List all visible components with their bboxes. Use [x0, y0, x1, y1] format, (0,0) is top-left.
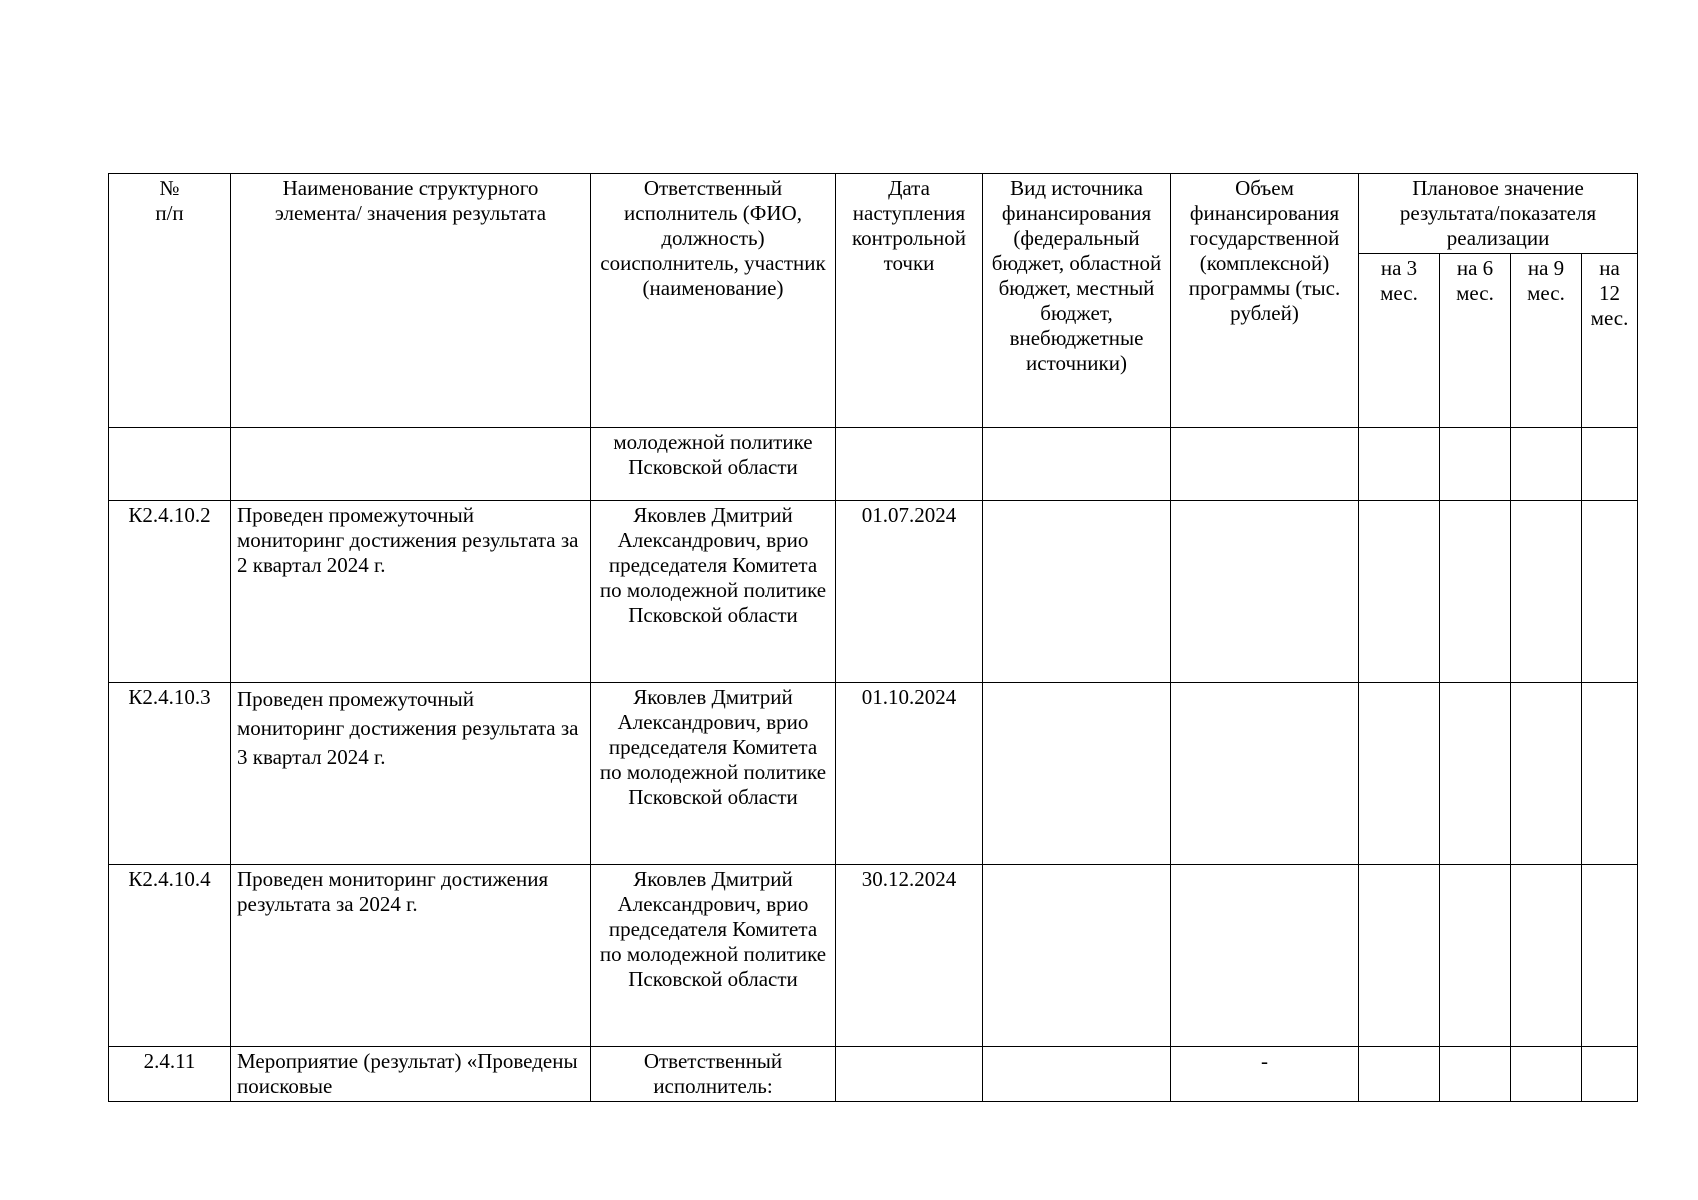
- cell-name: Проведен промежуточный мониторинг достижения результата за 2 квартал 2024 г.: [231, 501, 591, 683]
- cell-responsible: Яковлев Дмитрий Александрович, врио председателя Комитета по молодежной политике Псковской области: [591, 683, 836, 865]
- header-num: № п/п: [109, 174, 231, 428]
- table-row: [109, 1047, 1638, 1102]
- header-month-6: на 6 мес.: [1440, 254, 1511, 428]
- cell-name: Проведен промежуточный мониторинг достижения результата за 3 квартал 2024 г.: [231, 683, 591, 865]
- cell-num: К2.4.10.2: [109, 501, 231, 683]
- cell-responsible: Яковлев Дмитрий Александрович, врио председателя Комитета по молодежной политике Псковской области: [591, 865, 836, 1047]
- cell-volume: [1171, 683, 1359, 865]
- header-volume: Объем финансирования государственной (комплексной) программы (тыс. рублей): [1171, 174, 1359, 428]
- cell-m12: [1582, 865, 1638, 1047]
- cell-m12: [1582, 683, 1638, 865]
- cell-num: 2.4.11: [109, 1047, 231, 1102]
- cell-m12: [1582, 428, 1638, 501]
- header-date: Дата наступления контрольной точки: [836, 174, 983, 428]
- cell-date: [836, 1047, 983, 1102]
- table-row: [109, 683, 1638, 865]
- cell-m3: [1359, 1047, 1440, 1102]
- header-responsible: Ответственный исполнитель (ФИО, должность) соисполнитель, участник (наименование): [591, 174, 836, 428]
- cell-responsible: молодежной политике Псковской области: [591, 428, 836, 501]
- header-source: Вид источника финансирования (федеральный бюджет, областной бюджет, местный бюджет, внебюджетные источники): [983, 174, 1171, 428]
- table-row-continuation: [109, 428, 1638, 501]
- cell-source: [983, 428, 1171, 501]
- cell-m6: [1440, 501, 1511, 683]
- header-month-12: на 12 мес.: [1582, 254, 1638, 428]
- cell-m6: [1440, 683, 1511, 865]
- cell-volume: [1171, 428, 1359, 501]
- cell-date: 01.10.2024: [836, 683, 983, 865]
- table-row: [109, 865, 1638, 1047]
- cell-m3: [1359, 428, 1440, 501]
- cell-m6: [1440, 428, 1511, 501]
- cell-source: [983, 865, 1171, 1047]
- cell-date: 01.07.2024: [836, 501, 983, 683]
- cell-responsible: Ответственный исполнитель:: [591, 1047, 836, 1102]
- cell-volume: [1171, 865, 1359, 1047]
- plan-table: [108, 173, 1638, 1102]
- cell-m6: [1440, 865, 1511, 1047]
- document-page: [108, 173, 1637, 1102]
- cell-m3: [1359, 683, 1440, 865]
- cell-m9: [1511, 865, 1582, 1047]
- cell-name: [231, 428, 591, 501]
- table-row: [109, 501, 1638, 683]
- cell-volume: -: [1171, 1047, 1359, 1102]
- cell-m3: [1359, 501, 1440, 683]
- cell-m9: [1511, 683, 1582, 865]
- cell-m9: [1511, 501, 1582, 683]
- header-plan: Плановое значение результата/показателя реализации: [1359, 174, 1638, 254]
- cell-num: К2.4.10.4: [109, 865, 231, 1047]
- header-name: Наименование структурного элемента/ значения результата: [231, 174, 591, 428]
- cell-date: [836, 428, 983, 501]
- cell-m9: [1511, 428, 1582, 501]
- cell-responsible: Яковлев Дмитрий Александрович, врио председателя Комитета по молодежной политике Псковской области: [591, 501, 836, 683]
- cell-m9: [1511, 1047, 1582, 1102]
- cell-name: Проведен мониторинг достижения результата за 2024 г.: [231, 865, 591, 1047]
- cell-m12: [1582, 501, 1638, 683]
- cell-m12: [1582, 1047, 1638, 1102]
- cell-date: 30.12.2024: [836, 865, 983, 1047]
- cell-volume: [1171, 501, 1359, 683]
- cell-m6: [1440, 1047, 1511, 1102]
- cell-source: [983, 501, 1171, 683]
- cell-name: Мероприятие (результат) «Проведены поисковые: [231, 1047, 591, 1102]
- cell-source: [983, 1047, 1171, 1102]
- cell-num: [109, 428, 231, 501]
- cell-m3: [1359, 865, 1440, 1047]
- header-month-3: на 3 мес.: [1359, 254, 1440, 428]
- cell-source: [983, 683, 1171, 865]
- cell-num: К2.4.10.3: [109, 683, 231, 865]
- header-month-9: на 9 мес.: [1511, 254, 1582, 428]
